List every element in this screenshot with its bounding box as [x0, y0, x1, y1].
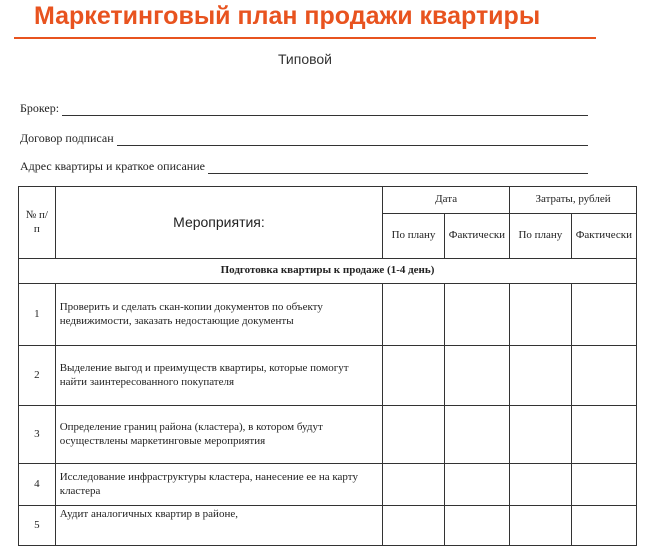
cell[interactable] — [444, 346, 509, 406]
cell[interactable] — [383, 284, 445, 346]
header-activities: Мероприятия: — [55, 187, 382, 259]
cell[interactable] — [571, 406, 636, 464]
row-text: Проверить и сделать скан-копии документов по объекту недвижимости, заказать недостающие документы — [55, 284, 382, 346]
title-underline — [14, 37, 596, 39]
address-field[interactable] — [20, 159, 588, 174]
contract-label: Договор подписан — [20, 131, 114, 145]
address-line — [208, 161, 588, 174]
cell[interactable] — [444, 406, 509, 464]
row-text: Исследование инфраструктуры кластера, нанесение ее на карту кластера — [55, 464, 382, 506]
cell[interactable] — [444, 464, 509, 506]
header-date-plan: По плану — [383, 214, 445, 259]
table-row — [19, 284, 637, 346]
contract-line — [117, 133, 588, 146]
cell[interactable] — [571, 464, 636, 506]
row-number: 4 — [19, 464, 56, 506]
section-row: Подготовка квартиры к продаже (1-4 день) — [19, 259, 637, 284]
address-label: Адрес квартиры и краткое описание — [20, 159, 205, 173]
page-title: Маркетинговый план продажи квартиры — [34, 2, 541, 30]
header-num: № п/п — [19, 187, 56, 259]
cell[interactable] — [510, 346, 572, 406]
broker-label: Брокер: — [20, 101, 60, 115]
row-number: 5 — [19, 506, 56, 546]
cell[interactable] — [383, 346, 445, 406]
header-costs-plan: По плану — [510, 214, 572, 259]
header-costs: Затраты, рублей — [510, 187, 637, 214]
contract-field[interactable] — [20, 131, 588, 146]
row-text: Определение границ района (кластера), в котором будут осуществлены маркетинговые мероприятия — [55, 406, 382, 464]
subtitle: Типовой — [277, 51, 332, 67]
cell[interactable] — [571, 346, 636, 406]
broker-line — [62, 103, 588, 116]
row-number: 2 — [19, 346, 56, 406]
plan-table — [18, 186, 637, 546]
row-text: Выделение выгод и преимуществ квартиры, которые помогут найти заинтересованного покупателя — [55, 346, 382, 406]
header-costs-actual: Фактически — [571, 214, 636, 259]
row-number: 1 — [19, 284, 56, 346]
row-text: Аудит аналогичных квартир в районе, — [55, 506, 382, 546]
table-row — [19, 406, 637, 464]
cell[interactable] — [383, 406, 445, 464]
header-date: Дата — [383, 187, 510, 214]
cell[interactable] — [510, 406, 572, 464]
cell[interactable] — [383, 464, 445, 506]
table-row — [19, 464, 637, 506]
table-row — [19, 346, 637, 406]
cell[interactable] — [444, 284, 509, 346]
cell[interactable] — [510, 284, 572, 346]
header-date-actual: Фактически — [444, 214, 509, 259]
cell[interactable] — [571, 284, 636, 346]
cell[interactable] — [510, 464, 572, 506]
row-number: 3 — [19, 406, 56, 464]
broker-field[interactable] — [20, 101, 588, 116]
